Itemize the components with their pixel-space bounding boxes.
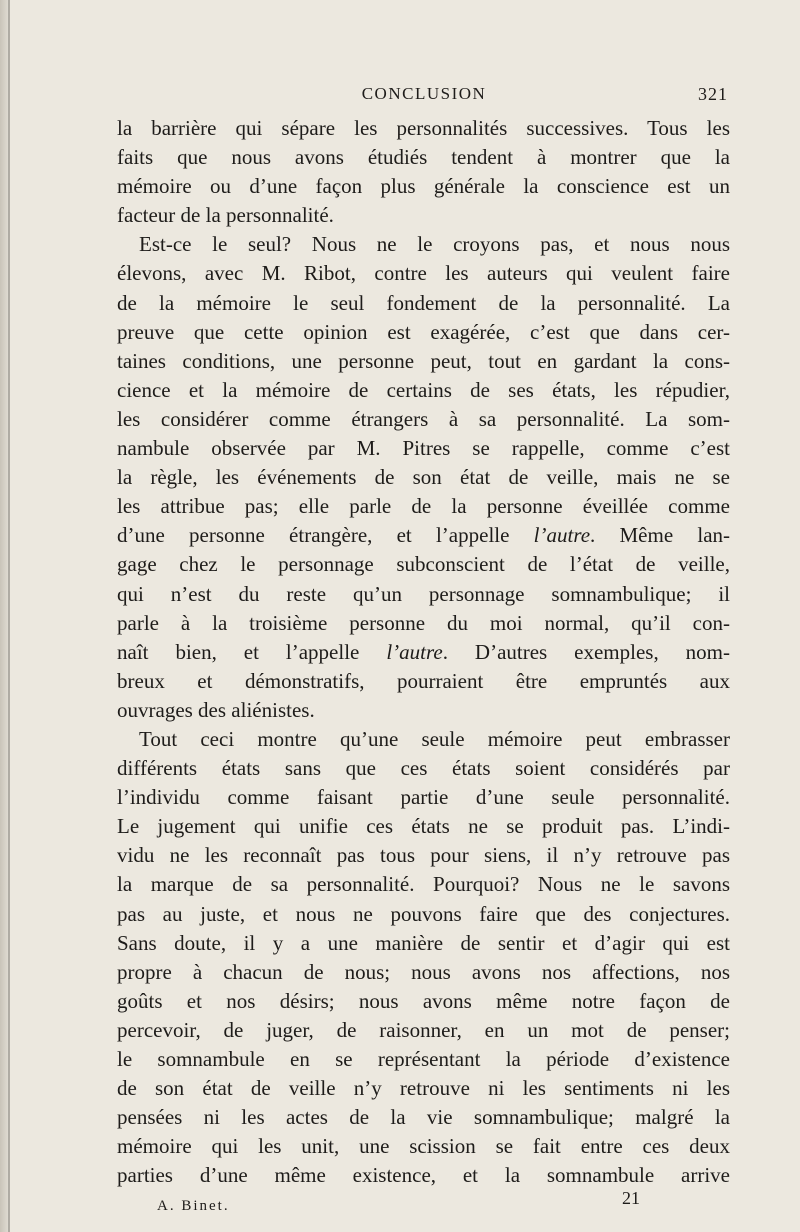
text-line: breux et démonstratifs, pourraient être empruntés aux [117, 668, 730, 693]
running-head [118, 84, 730, 110]
text-segment: . D’autres exemples, nom- [442, 639, 731, 664]
text-line: de son état de veille n’y retrouve ni les sentiments ni les [117, 1076, 730, 1101]
text-line: Sans doute, il y a une manière de sentir et d’agir qui est [117, 930, 730, 955]
body-text [117, 114, 730, 1190]
page-binding-line [8, 0, 10, 1232]
footer-signature-mark: 21 [622, 1188, 640, 1208]
text-line: l’individu comme faisant partie d’une seule personnalité. [117, 785, 730, 810]
text-line: Tout ceci montre qu’une seule mémoire peut embrasser [139, 726, 730, 751]
text-line: les attribue pas; elle parle de la personne éveillée comme [117, 494, 730, 519]
text-line: facteur de la personnalité. [117, 203, 334, 228]
text-line [117, 638, 730, 667]
text-line: élevons, avec M. Ribot, contre les auteurs qui veulent faire [117, 261, 730, 286]
text-segment: d’une personne étrangère, et l’appelle [117, 523, 510, 548]
text-segment: . Même lan- [590, 523, 731, 548]
text-line: nambule observée par M. Pitres se rappelle, comme c’est [117, 436, 730, 461]
text-line: différents états sans que ces états soient considérés par [117, 756, 730, 781]
text-line: mémoire qui les unit, une scission se fait entre ces deux [117, 1134, 730, 1159]
text-line: percevoir, de juger, de raisonner, en un mot de penser; [117, 1017, 730, 1042]
text-line: goûts et nos désirs; nous avons même notre façon de [117, 988, 730, 1013]
page-number: 321 [698, 84, 728, 104]
text-line: Le jugement qui unifie ces états ne se produit pas. L’indi- [117, 814, 730, 839]
footer-author-signature: A. Binet. [157, 1198, 230, 1214]
text-line: Est-ce le seul? Nous ne le croyons pas, et nous nous [139, 232, 730, 257]
text-line: mémoire ou d’une façon plus générale la conscience est un [117, 174, 730, 199]
text-line: propre à chacun de nous; nous avons nos affections, nos [117, 959, 730, 984]
text-line: la marque de sa personnalité. Pourquoi? Nous ne le savons [117, 872, 730, 897]
italic-word: l’autre [533, 523, 591, 548]
text-line: la barrière qui sépare les personnalités successives. Tous les [117, 116, 730, 140]
text-line: pensées ni les actes de la vie somnambulique; malgré la [117, 1105, 730, 1130]
text-line: parle à la troisième personne du moi normal, qu’il con- [117, 610, 730, 635]
text-line: qui n’est du reste qu’un personnage somnambulique; il [117, 581, 730, 606]
text-line: ouvrages des aliénistes. [117, 697, 315, 722]
text-line: preuve que cette opinion est exagérée, c’est que dans cer- [117, 319, 730, 344]
text-line [117, 521, 730, 550]
running-title: CONCLUSION [361, 84, 487, 103]
text-line: la règle, les événements de son état de veille, mais ne se [117, 465, 730, 490]
text-line: parties d’une même existence, et la somnambule arrive [117, 1163, 730, 1188]
text-line: pas au juste, et nous ne pouvons faire que des conjectures. [117, 901, 730, 926]
text-segment: naît bien, et l’appelle [117, 639, 360, 664]
text-line: taines conditions, une personne peut, tout en gardant la cons- [117, 348, 730, 373]
text-line: cience et la mémoire de certains de ses états, les répudier, [117, 377, 730, 402]
text-line: les considérer comme étrangers à sa personnalité. La som- [117, 406, 730, 431]
text-line: vidu ne les reconnaît pas tous pour siens, il n’y retrouve pas [117, 843, 730, 868]
italic-word: l’autre [386, 639, 443, 664]
text-line: de la mémoire le seul fondement de la personnalité. La [117, 290, 730, 315]
text-line: faits que nous avons étudiés tendent à montrer que la [117, 145, 730, 170]
text-line: le somnambule en se représentant la période d’existence [117, 1047, 730, 1071]
text-line: gage chez le personnage subconscient de l’état de veille, [117, 552, 730, 577]
